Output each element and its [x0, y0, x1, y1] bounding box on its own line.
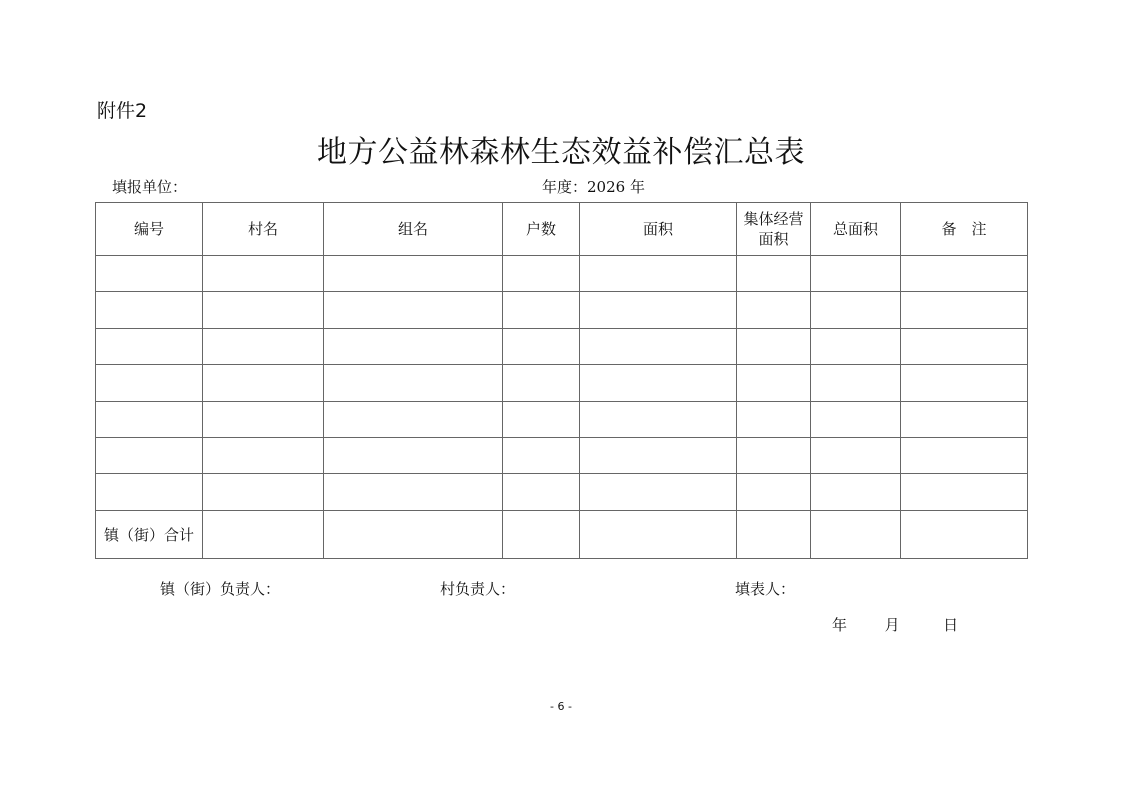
table-cell[interactable] — [737, 474, 811, 510]
table-header-row — [96, 203, 1028, 256]
date-year: 年 — [832, 616, 848, 634]
table-cell[interactable] — [96, 474, 203, 510]
table-cell[interactable] — [811, 437, 901, 473]
header-area: 面积 — [580, 203, 737, 256]
summary-table — [95, 202, 1028, 559]
table-cell[interactable] — [203, 474, 324, 510]
table-cell[interactable] — [737, 401, 811, 437]
year-label: 年度：2026 年 — [542, 178, 645, 196]
total-label: 镇（街）合计 — [96, 510, 203, 558]
table-cell[interactable] — [324, 437, 503, 473]
table-cell[interactable] — [503, 401, 580, 437]
reporting-unit-label: 填报单位： — [112, 178, 188, 196]
table-cell[interactable] — [203, 328, 324, 364]
table-cell[interactable] — [503, 292, 580, 328]
table-cell[interactable] — [203, 510, 324, 558]
table-cell[interactable] — [811, 256, 901, 292]
table-cell[interactable] — [811, 474, 901, 510]
header-village-name: 村名 — [203, 203, 324, 256]
table-cell[interactable] — [203, 292, 324, 328]
attachment-label: 附件2 — [97, 100, 148, 122]
table-total-row — [96, 510, 1028, 558]
header-collective-line1: 集体经营 — [743, 210, 804, 228]
header-group-name: 组名 — [324, 203, 503, 256]
table-cell[interactable] — [503, 256, 580, 292]
table-cell[interactable] — [324, 401, 503, 437]
table-cell[interactable] — [324, 510, 503, 558]
date-month: 月 — [884, 616, 900, 634]
table-cell[interactable] — [737, 437, 811, 473]
table-cell[interactable] — [737, 328, 811, 364]
table-cell[interactable] — [901, 437, 1028, 473]
table-row — [96, 474, 1028, 510]
table-cell[interactable] — [503, 437, 580, 473]
header-total-area: 总面积 — [811, 203, 901, 256]
table-cell[interactable] — [324, 292, 503, 328]
table-cell[interactable] — [96, 401, 203, 437]
table-cell[interactable] — [901, 401, 1028, 437]
date-line — [832, 614, 958, 635]
table-row — [96, 328, 1028, 364]
table-row — [96, 256, 1028, 292]
table-cell[interactable] — [737, 292, 811, 328]
table-cell[interactable] — [96, 292, 203, 328]
header-collective-line2: 面积 — [758, 230, 789, 248]
table-cell[interactable] — [324, 256, 503, 292]
table-cell[interactable] — [901, 292, 1028, 328]
table-cell[interactable] — [324, 474, 503, 510]
table-cell[interactable] — [96, 256, 203, 292]
town-lead-signature-label: 镇（街）负责人： — [160, 580, 281, 598]
filler-signature-label: 填表人： — [735, 580, 796, 598]
table-cell[interactable] — [580, 292, 737, 328]
table-cell[interactable] — [96, 365, 203, 401]
table-cell[interactable] — [811, 365, 901, 401]
table-cell[interactable] — [811, 292, 901, 328]
table-cell[interactable] — [580, 365, 737, 401]
table-cell[interactable] — [503, 328, 580, 364]
header-remarks: 备 注 — [901, 203, 1028, 256]
table-cell[interactable] — [96, 437, 203, 473]
table-cell[interactable] — [901, 328, 1028, 364]
table-cell[interactable] — [811, 328, 901, 364]
table-row — [96, 401, 1028, 437]
table-cell[interactable] — [203, 256, 324, 292]
header-households: 户数 — [503, 203, 580, 256]
header-collective-area — [737, 203, 811, 256]
header-number: 编号 — [96, 203, 203, 256]
table-cell[interactable] — [203, 365, 324, 401]
table-cell[interactable] — [324, 328, 503, 364]
table-cell[interactable] — [811, 510, 901, 558]
table-cell[interactable] — [503, 510, 580, 558]
table-cell[interactable] — [203, 401, 324, 437]
table-cell[interactable] — [580, 437, 737, 473]
page-number: - 6 - — [550, 700, 572, 713]
table-row — [96, 437, 1028, 473]
table-cell[interactable] — [901, 365, 1028, 401]
table-row — [96, 365, 1028, 401]
page-title: 地方公益林森林生态效益补偿汇总表 — [317, 135, 805, 170]
table-cell[interactable] — [203, 437, 324, 473]
date-day: 日 — [943, 616, 959, 634]
table-cell[interactable] — [737, 510, 811, 558]
table-cell[interactable] — [503, 365, 580, 401]
table-cell[interactable] — [580, 510, 737, 558]
table-cell[interactable] — [901, 256, 1028, 292]
table-cell[interactable] — [580, 256, 737, 292]
table-cell[interactable] — [737, 256, 811, 292]
table-cell[interactable] — [580, 474, 737, 510]
table-cell[interactable] — [901, 474, 1028, 510]
table-cell[interactable] — [503, 474, 580, 510]
table-cell[interactable] — [737, 365, 811, 401]
table-cell[interactable] — [580, 401, 737, 437]
village-lead-signature-label: 村负责人： — [440, 580, 516, 598]
table-cell[interactable] — [901, 510, 1028, 558]
table-cell[interactable] — [324, 365, 503, 401]
table-row — [96, 292, 1028, 328]
table-cell[interactable] — [811, 401, 901, 437]
table-cell[interactable] — [580, 328, 737, 364]
table-cell[interactable] — [96, 328, 203, 364]
